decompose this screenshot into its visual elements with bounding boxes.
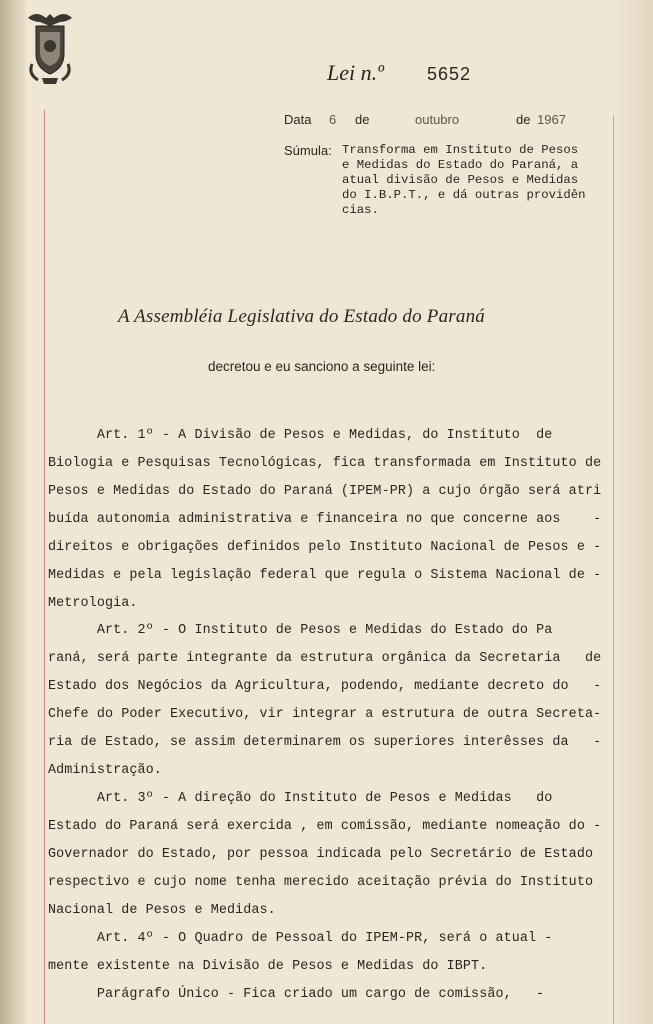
body-line: buída autonomia administrativa e financeira no que concerne aos - bbox=[48, 512, 602, 527]
body-line: Pesos e Medidas do Estado do Paraná (IPEM-PR) a cujo órgão será atri bbox=[48, 484, 602, 499]
date-year: 1967 bbox=[537, 112, 566, 127]
law-label: Lei n.º bbox=[327, 60, 384, 85]
body-line: Biologia e Pesquisas Tecnológicas, fica transformada em Instituto de bbox=[48, 456, 602, 471]
body-line: Administração. bbox=[48, 763, 162, 778]
body-line: Governador do Estado, por pessoa indicada pelo Secretário de Estado bbox=[48, 847, 594, 862]
body-line: direitos e obrigações definidos pelo Instituto Nacional de Pesos e - bbox=[48, 540, 602, 555]
date-de-1: de bbox=[355, 112, 370, 127]
sumula-line: atual divisão de Pesos e Medidas bbox=[342, 173, 579, 187]
book-spine bbox=[0, 0, 26, 1024]
body-line: Medidas e pela legislação federal que regula o Sistema Nacional de - bbox=[48, 568, 602, 583]
body-line: respectivo e cujo nome tenha merecido aceitação prévia do Instituto bbox=[48, 875, 594, 890]
coat-of-arms-icon bbox=[22, 8, 78, 88]
assembly-heading: A Assembléia Legislativa do Estado do Paraná bbox=[118, 306, 485, 327]
sumula-line: cias. bbox=[342, 203, 379, 217]
date-label: Data bbox=[284, 112, 312, 127]
date-day: 6 bbox=[329, 112, 337, 127]
body-line: Metrologia. bbox=[48, 596, 138, 611]
body-line: Chefe do Poder Executivo, vir integrar a estrutura de outra Secreta- bbox=[48, 707, 602, 722]
sumula-label: Súmula: bbox=[284, 143, 332, 158]
decree-line: decretou e eu sanciono a seguinte lei: bbox=[208, 359, 436, 374]
body-line: Art. 2º - O Instituto de Pesos e Medidas do Estado do Pa bbox=[48, 623, 553, 638]
body-line: raná, será parte integrante da estrutura orgânica da Secretaria de bbox=[48, 651, 602, 666]
sumula-text bbox=[342, 143, 612, 218]
sumula-line: Transforma em Instituto de Pesos bbox=[342, 143, 579, 157]
body-line: Nacional de Pesos e Medidas. bbox=[48, 903, 276, 918]
body-line: Estado dos Negócios da Agricultura, podendo, mediante decreto do - bbox=[48, 679, 602, 694]
date-de-2: de bbox=[516, 112, 531, 127]
body-line: Parágrafo Único - Fica criado um cargo de comissão, - bbox=[48, 987, 545, 1002]
body-line: Art. 3º - A direção do Instituto de Pesos e Medidas do bbox=[48, 791, 553, 806]
body-line: Art. 1º - A Divisão de Pesos e Medidas, do Instituto de bbox=[48, 428, 553, 443]
body-line: ria de Estado, se assim determinarem os superiores interêsses da - bbox=[48, 735, 602, 750]
sumula-line: do I.B.P.T., e dá outras providên bbox=[342, 188, 586, 202]
body-line: mente existente na Divisão de Pesos e Medidas do IBPT. bbox=[48, 959, 488, 974]
sumula-line: e Medidas do Estado do Paraná, a bbox=[342, 158, 579, 172]
body-line: Estado do Paraná será exercida , em comissão, mediante nomeação do - bbox=[48, 819, 602, 834]
date-month: outubro bbox=[415, 112, 460, 127]
left-margin-line bbox=[44, 110, 45, 1024]
page-shadow bbox=[613, 0, 653, 1024]
law-number: 5652 bbox=[427, 64, 472, 84]
body-line: Art. 4º - O Quadro de Pessoal do IPEM-PR, será o atual - bbox=[48, 931, 553, 946]
